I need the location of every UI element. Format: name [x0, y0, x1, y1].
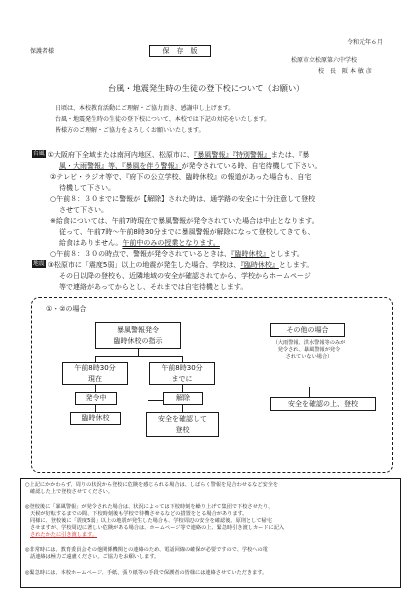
note-2-line: ◎登校後に「暴風警報」が発令された場合は、状況によっては下校時刻を繰り上げて集団で下校させたり、: [25, 504, 274, 510]
intro-line: 日頃は、本校教育活動にご理解・ご協力頂き、感謝申し上げます。: [55, 105, 235, 112]
time-0830-by-box: 午前8時30分 までに: [149, 362, 215, 385]
other-case-box: その他の場合: [270, 323, 345, 337]
note-2-line: させますが、学校周辺に著しい危険がある場合は、ホームページ等で連絡の上、緊急時引き渡しカードに記入: [30, 525, 285, 531]
typhoon-line-3: ②テレビ・ラジオ等で、『府下の公立学校、臨時休校』の報道があった場合も、自宅: [50, 173, 312, 181]
recipient: 保護者様: [30, 48, 55, 55]
typhoon-line-5: ○午前８：３０までに警報が【解除】された時は、通学路の安全に十分注意して登校: [50, 195, 316, 203]
note-1-line: 確認した上で登校させてください。: [30, 489, 114, 495]
typhoon-line-9: 給食はありません。午前中のみの授業となります。: [59, 239, 220, 247]
document-title: 台風・地震発生時の生徒の登下校について（お願い）: [108, 83, 305, 93]
typhoon-line-1: 台風 ①大阪府下全域または南河内地区、松原市に、『暴風警報』『特別警報』または、『暴: [33, 151, 310, 159]
confirm-safety-box: 安全を確認して 登校: [146, 412, 219, 437]
earthquake-line-3: 等で連絡があってからとし、それまでは自宅待機とします。: [59, 283, 248, 291]
issued-box: 発令中: [75, 392, 117, 405]
flow-heading: ①・②の場合: [46, 305, 87, 313]
note-3-line: 話連絡は極力ご遠慮ください。ご協力をお願いします。: [30, 554, 160, 560]
typhoon-tag: 台風: [33, 151, 45, 157]
note-2-line: 天候が好転するまでの間、下校時刻後も学校で待機させるなどの措置をとる場合があります。: [30, 511, 248, 517]
typhoon-line-6: させて下さい。: [59, 206, 108, 214]
typhoon-line-7: ※給食については、午前7時現在で暴風警報が発令されていた場合は中止となります。: [50, 217, 319, 225]
other-case-note: （大雨警報、洪水警報等のみが 発令され、暴風警報が発令 されていない場合）: [272, 340, 346, 361]
closure-box: 臨時休校: [70, 412, 121, 425]
principal-name: 校 長 阪 本 敏 彦: [318, 68, 372, 75]
school-name: 松原市立松原第六中学校: [291, 57, 358, 64]
lifted-box: 解除: [163, 392, 203, 405]
note-1-line: ○上記にかかわらず、周りの状況から登校に危険を感じられる場合は、しばらく警報を見合わせるなど安全を: [25, 482, 279, 488]
warning-closure-box: 暴風警報発令 臨時休校の指示: [95, 322, 181, 349]
issue-date: 令和元年６月: [347, 39, 384, 46]
intro-line: 皆様方のご理解・ご協力をよろしくお願いいたします。: [55, 127, 205, 134]
typhoon-line-4: 待機して下さい。: [59, 184, 115, 192]
typhoon-line-8: 従って、午前7時〜午前8時30分までに暴風警報が解除になって登校してきても、: [59, 228, 315, 236]
typhoon-line-10: ○午前８：３０の時点で、警報が発令されているときは、『臨時休校』とします。: [50, 250, 304, 258]
time-0830-current-box: 午前8時30分 現在: [62, 362, 128, 385]
typhoon-line-2: 風・大雨警報』等、『暴風を伴う警報』が発令されている時、自宅待機して下さい。: [59, 162, 322, 170]
note-4-line: ◎緊急時には、本校ホームページ、手紙、張り紙等の手段で保護者の皆様には連絡させていただきます。: [25, 570, 268, 576]
note-2-line: されたかたに引き渡します。: [30, 532, 98, 538]
intro-line: 台風・地震発生時の生徒の登下校について、本校では下記の対応をいたします。: [55, 116, 271, 123]
note-2-line: 同様に、登校後に「震度5弱」以上の地震が発生した場合も、学校周辺の安全を確認後、原則として帰宅: [30, 518, 272, 524]
keep-stamp: 保 存 版: [149, 45, 211, 57]
earthquake-line-2: その日以降の登校も、近隣地域の安全が確認されてから、学校からホームページ: [59, 272, 311, 280]
note-3-line: ◎非常時には、教育委員会その他関係機関との連絡のため、電話回線の確保が必要ですので、学校への電: [25, 547, 268, 553]
earthquake-line-1: 地震 ③松原市に「震度5弱」以上の地震が発生した場合、学校は、『臨時休校』とします。: [33, 261, 314, 269]
confirm-safety-other-box: 安全を確認の上、登校: [270, 397, 376, 411]
earthquake-tag: 地震: [33, 261, 45, 267]
